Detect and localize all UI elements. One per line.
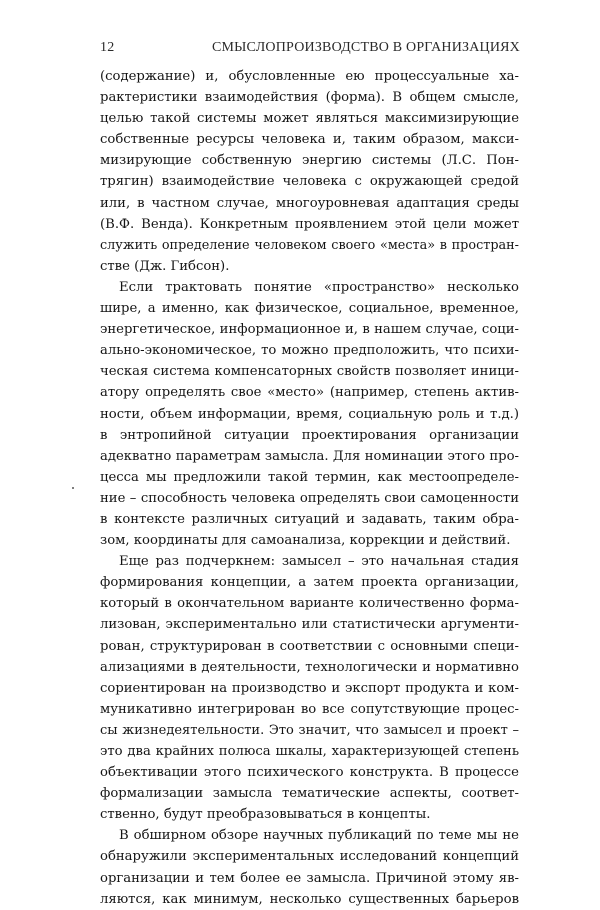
text-line: обнаружили экспериментальных исследований концепций	[100, 849, 519, 865]
text-line: который в окончательном варианте количественно форма-	[100, 596, 519, 612]
text-line: адекватно параметрам замысла. Для номинации этого про-	[100, 448, 519, 464]
text-line: целью такой системы может являться максимизирующие	[100, 111, 519, 127]
text-line: (содержание) и, обусловленные ею процессуальные ха-	[100, 69, 519, 84]
text-line: ние – способность человека определять свои самоценности	[100, 490, 519, 506]
text-line: зом, координаты для самоанализа, коррекции и действий.	[100, 533, 511, 549]
text-line: организации и тем более ее замысла. Причиной этому яв-	[100, 870, 519, 886]
text-line: ственно, будут преобразовываться в концепты.	[100, 807, 431, 823]
text-line: Если трактовать понятие «пространство» несколько	[119, 279, 519, 295]
text-line: ально-экономическое, то можно предположить, что психи-	[100, 343, 519, 359]
text-line: стве (Дж. Гибсон).	[100, 258, 230, 274]
text-line: (В.Ф. Венда). Конкретным проявлением этой цели может	[100, 216, 519, 232]
text-line: объективации этого психического конструкта. В процессе	[100, 765, 519, 781]
margin-speck	[72, 487, 74, 489]
text-line: формализации замысла тематические аспекты, соответ-	[100, 786, 519, 802]
text-line: ляются, как минимум, несколько существенных барьеров	[100, 891, 519, 907]
text-line: трягин) взаимодействие человека с окружающей средой	[100, 174, 519, 190]
running-head	[100, 40, 520, 60]
text-line: шире, а именно, как физическое, социальное, временное,	[100, 301, 519, 317]
text-line: это два крайних полюса шкалы, характеризующей степень	[100, 744, 519, 759]
text-line: ности, объем информации, время, социальную роль и т.д.)	[100, 406, 519, 422]
text-line: ческая система компенсаторных свойств позволяет иници-	[100, 364, 519, 380]
body-text	[100, 66, 519, 910]
text-line: рактеристики взаимодействия (форма). В общем смысле,	[100, 90, 519, 106]
text-line: муникативно интегрирован во все сопутствующие процес-	[100, 701, 519, 717]
text-line: ализациями в деятельности, технологически и нормативно	[100, 659, 519, 675]
text-line: рован, структурирован в соответствии с основными специ-	[100, 638, 519, 654]
text-line: энергетическое, информационное и, в нашем случае, соци-	[100, 322, 519, 338]
text-line: В обширном обзоре научных публикаций по теме мы не	[119, 828, 519, 844]
text-line: или, в частном случае, многоуровневая адаптация среды	[100, 195, 519, 211]
text-line: собственные ресурсы человека и, таким образом, макси-	[100, 132, 519, 148]
text-line: в контексте различных ситуаций и задавать, таким обра-	[100, 511, 519, 527]
text-line: сориентирован на производство и экспорт продукта и ком-	[100, 680, 519, 696]
text-line: служить определение человеком своего «места» в простран-	[100, 237, 519, 253]
running-title: СМЫСЛОПРОИЗВОДСТВО В ОРГАНИЗАЦИЯХ	[211, 40, 520, 55]
text-line: сы жизнедеятельности. Это значит, что замысел и проект –	[100, 722, 519, 738]
text-line: лизован, экспериментально или статистически аргументи-	[100, 617, 519, 633]
text-line: мизирующие собственную энергию системы (Л.С. Пон-	[100, 153, 519, 169]
text-line: формирования концепции, а затем проекта организации,	[100, 575, 519, 591]
page-number: 12	[100, 40, 115, 55]
text-line: цесса мы предложили такой термин, как местоопределе-	[100, 469, 519, 485]
text-line: Еще раз подчеркнем: замысел – это начальная стадия	[119, 554, 519, 570]
text-line: в энтропийной ситуации проектирования организации	[100, 427, 519, 443]
text-line: атору определять свое «место» (например, степень актив-	[100, 385, 519, 401]
